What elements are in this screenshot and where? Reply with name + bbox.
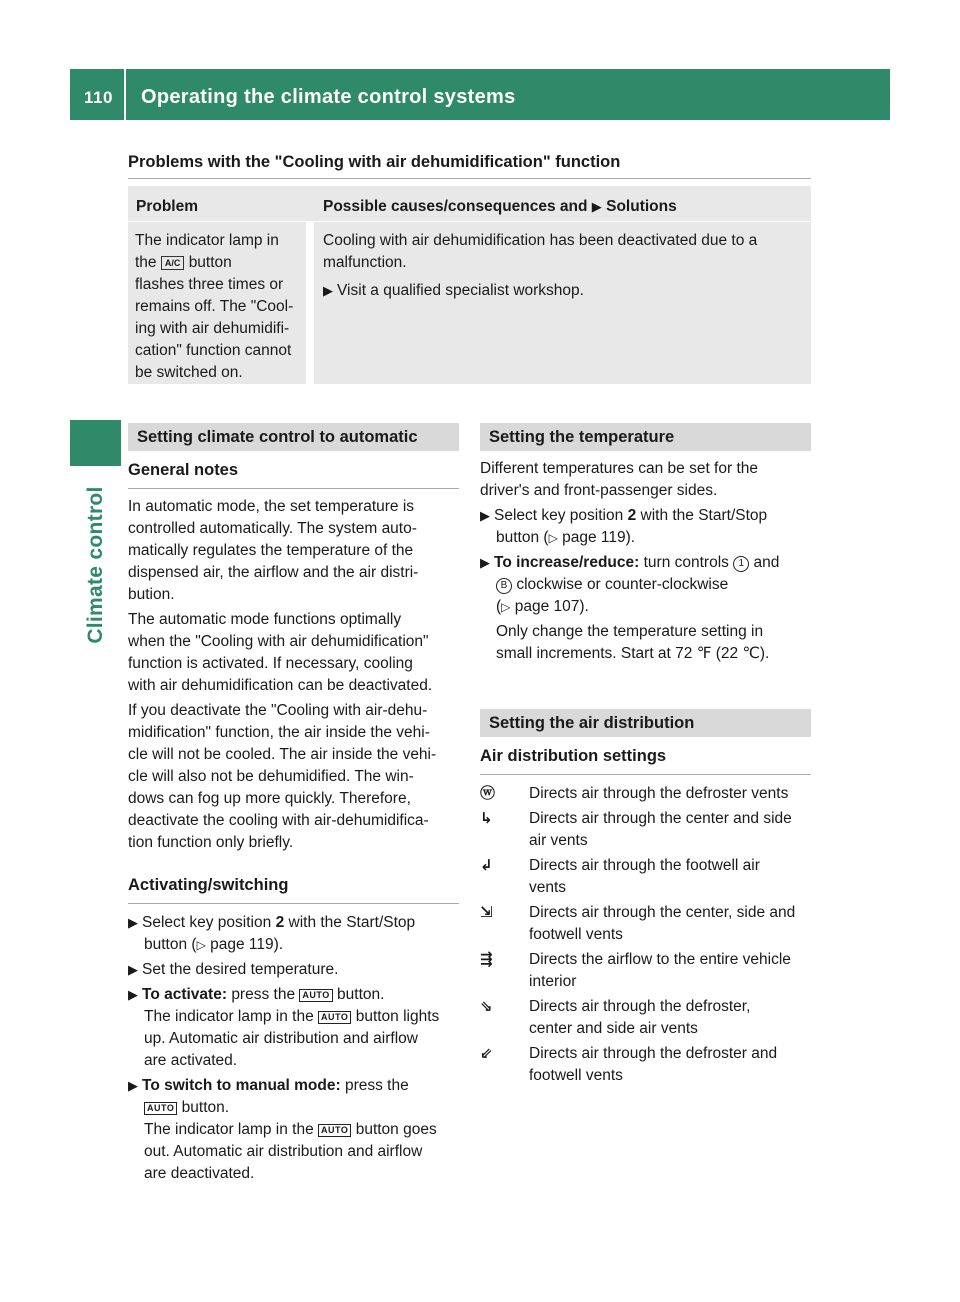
page-ref-arrow-icon: ▷ xyxy=(501,600,511,614)
arrow-bullet-icon: ▶ xyxy=(128,962,138,977)
solution-step: ▶ Visit a qualified specialist workshop. xyxy=(323,280,807,302)
arrow-bullet-icon: ▶ xyxy=(480,508,490,523)
temperature-steps: ▶ Select key position 2 with the Start/Stop button (▷ page 119). ▶ To increase/reduce: turn controls 1 and B clockwise or counter-clockwise (▷ page 107). Only change the temperature setting in small increments. Start at 72 ℉ (22 ℃). xyxy=(480,505,811,665)
general-notes-heading: General notes xyxy=(128,461,239,479)
step-select-key: ▶ Select key position 2 with the Start/Stop xyxy=(480,505,811,527)
step-activate: ▶ To activate: press the AUTO button. xyxy=(128,984,459,1006)
activating-rule xyxy=(128,903,459,904)
temperature-intro: Different temperatures can be set for the driver's and front-passenger sides. xyxy=(480,460,759,499)
problem-line: The indicator lamp in xyxy=(135,232,279,249)
footwell-icon: ↲ xyxy=(480,857,493,874)
arrow-bullet-icon: ▶ xyxy=(480,555,490,570)
list-item: ⇲ Directs air through the center, side and footwell vents xyxy=(480,902,811,946)
arrow-bullet-icon: ▶ xyxy=(128,915,138,930)
heading-rule xyxy=(128,178,811,179)
distribution-list xyxy=(480,783,811,1087)
page-number: 110 xyxy=(84,88,113,107)
problem-description xyxy=(135,230,307,384)
col-header-problem-text: Problem xyxy=(136,198,199,215)
list-item: ⇘ Directs air through the defroster, center and side air vents xyxy=(480,996,811,1040)
defroster-footwell-icon: ⇙ xyxy=(480,1045,493,1062)
col-header-solutions-suffix-text: Solutions xyxy=(606,198,677,215)
list-item: ⓦ Directs air through the defroster vents xyxy=(480,783,811,805)
page-ref-arrow-icon: ▷ xyxy=(196,938,206,952)
temperature-box-heading: Setting the temperature xyxy=(480,423,811,451)
page-ref-arrow-icon: ▷ xyxy=(548,531,558,545)
entire-interior-icon: ⇶ xyxy=(480,951,493,968)
optimal-text: The automatic mode functions optimally when the "Cooling with air dehumidification" function is activated. If necessary, cooling with air dehumidification can be deactivated. xyxy=(128,611,433,694)
distribution-box-heading: Setting the air distribution xyxy=(480,709,811,737)
list-item: ⇙ Directs air through the defroster and footwell vents xyxy=(480,1043,811,1087)
auto-button-icon: AUTO xyxy=(318,1011,351,1024)
solution-description xyxy=(323,230,807,302)
list-item: ⇶ Directs the airflow to the entire vehicle interior xyxy=(480,949,811,993)
cause-line: malfunction. xyxy=(323,254,407,271)
side-section-label: Climate control xyxy=(84,486,107,644)
auto-button-icon: AUTO xyxy=(299,989,332,1002)
distribution-sub-heading: Air distribution settings xyxy=(480,747,667,765)
list-item: ↳ Directs air through the center and side air vents xyxy=(480,808,811,852)
temperature-section xyxy=(480,423,811,665)
problem-line: ing with air dehumidifi- xyxy=(135,320,290,337)
table-header-separator xyxy=(128,221,811,222)
auto-button-icon: AUTO xyxy=(318,1124,351,1137)
problem-line: remains off. The "Cool- xyxy=(135,298,294,315)
general-notes-text: In automatic mode, the set temperature is controlled automatically. The system auto- matically regulates the temperature of the dispensed air, the airflow and the air distri- bution. xyxy=(128,498,419,603)
problem-line: be switched on. xyxy=(135,364,243,381)
center-side-icon: ↳ xyxy=(480,810,493,827)
distribution-rule xyxy=(480,774,811,775)
side-tab-marker xyxy=(70,420,121,466)
auto-button-icon: AUTO xyxy=(144,1102,177,1115)
step-set-temperature: ▶ Set the desired temperature. xyxy=(128,959,459,981)
problems-heading: Problems with the "Cooling with air dehumidification" function xyxy=(128,153,621,171)
arrow-bullet-icon: ▶ xyxy=(128,987,138,1002)
list-item: ↲ Directs air through the footwell air vents xyxy=(480,855,811,899)
problem-line: flashes three times or xyxy=(135,276,284,293)
col-header-solutions-prefix-text: Possible causes/consequences and xyxy=(323,198,588,215)
center-side-footwell-icon: ⇲ xyxy=(480,904,493,921)
col-header-solutions-text xyxy=(323,196,677,218)
page-title: Operating the climate control systems xyxy=(141,86,516,108)
step-select-key: ▶ Select key position 2 with the Start/Stop xyxy=(128,912,459,934)
general-notes-rule xyxy=(128,488,459,489)
defrost-icon: ⓦ xyxy=(480,785,496,802)
auto-box-heading: Setting climate control to automatic xyxy=(128,423,459,451)
problem-line: cation" function cannot xyxy=(135,342,292,359)
cause-line: Cooling with air dehumidification has been deactivated due to a xyxy=(323,232,758,249)
activating-heading: Activating/switching xyxy=(128,876,289,894)
control-1-icon: 1 xyxy=(733,556,749,572)
header-divider xyxy=(124,69,126,120)
arrow-bullet-icon: ▶ xyxy=(128,1078,138,1093)
deactivate-text: If you deactivate the "Cooling with air-dehu- midification" function, the air inside the vehi- cle will not be cooled. The air inside the vehi- cle will also not be dehumidified. The win- dows can fog up more quickly. Therefore, deactivate the cooling with air-dehumidifica- tion function only briefly. xyxy=(128,702,437,851)
ac-button-icon: A/C xyxy=(161,256,185,270)
control-b-icon: B xyxy=(496,578,512,594)
activating-steps: ▶ Select key position 2 with the Start/Stop button (▷ page 119). ▶ Set the desired temperature. ▶ To activate: press the AUTO button. The indicator lamp in the AUTO button lights up. Automatic air distribution and airflow are activated. ▶ To switch to manual mode: press the AUTO button. The indicator lamp in the AUTO button goes out. Automatic air distribution and airflow are deactivated. xyxy=(128,912,459,1185)
arrow-bullet-icon: ▶ xyxy=(323,283,333,298)
step-manual-mode: ▶ To switch to manual mode: press the xyxy=(128,1075,459,1097)
step-increase-reduce: ▶ To increase/reduce: turn controls 1 and xyxy=(480,552,811,574)
arrow-bullet-icon: ▶ xyxy=(591,199,602,214)
distribution-section xyxy=(480,709,811,1087)
auto-section xyxy=(128,423,459,1185)
problem-line: the A/C button xyxy=(135,254,232,271)
defroster-center-side-icon: ⇘ xyxy=(480,998,493,1015)
